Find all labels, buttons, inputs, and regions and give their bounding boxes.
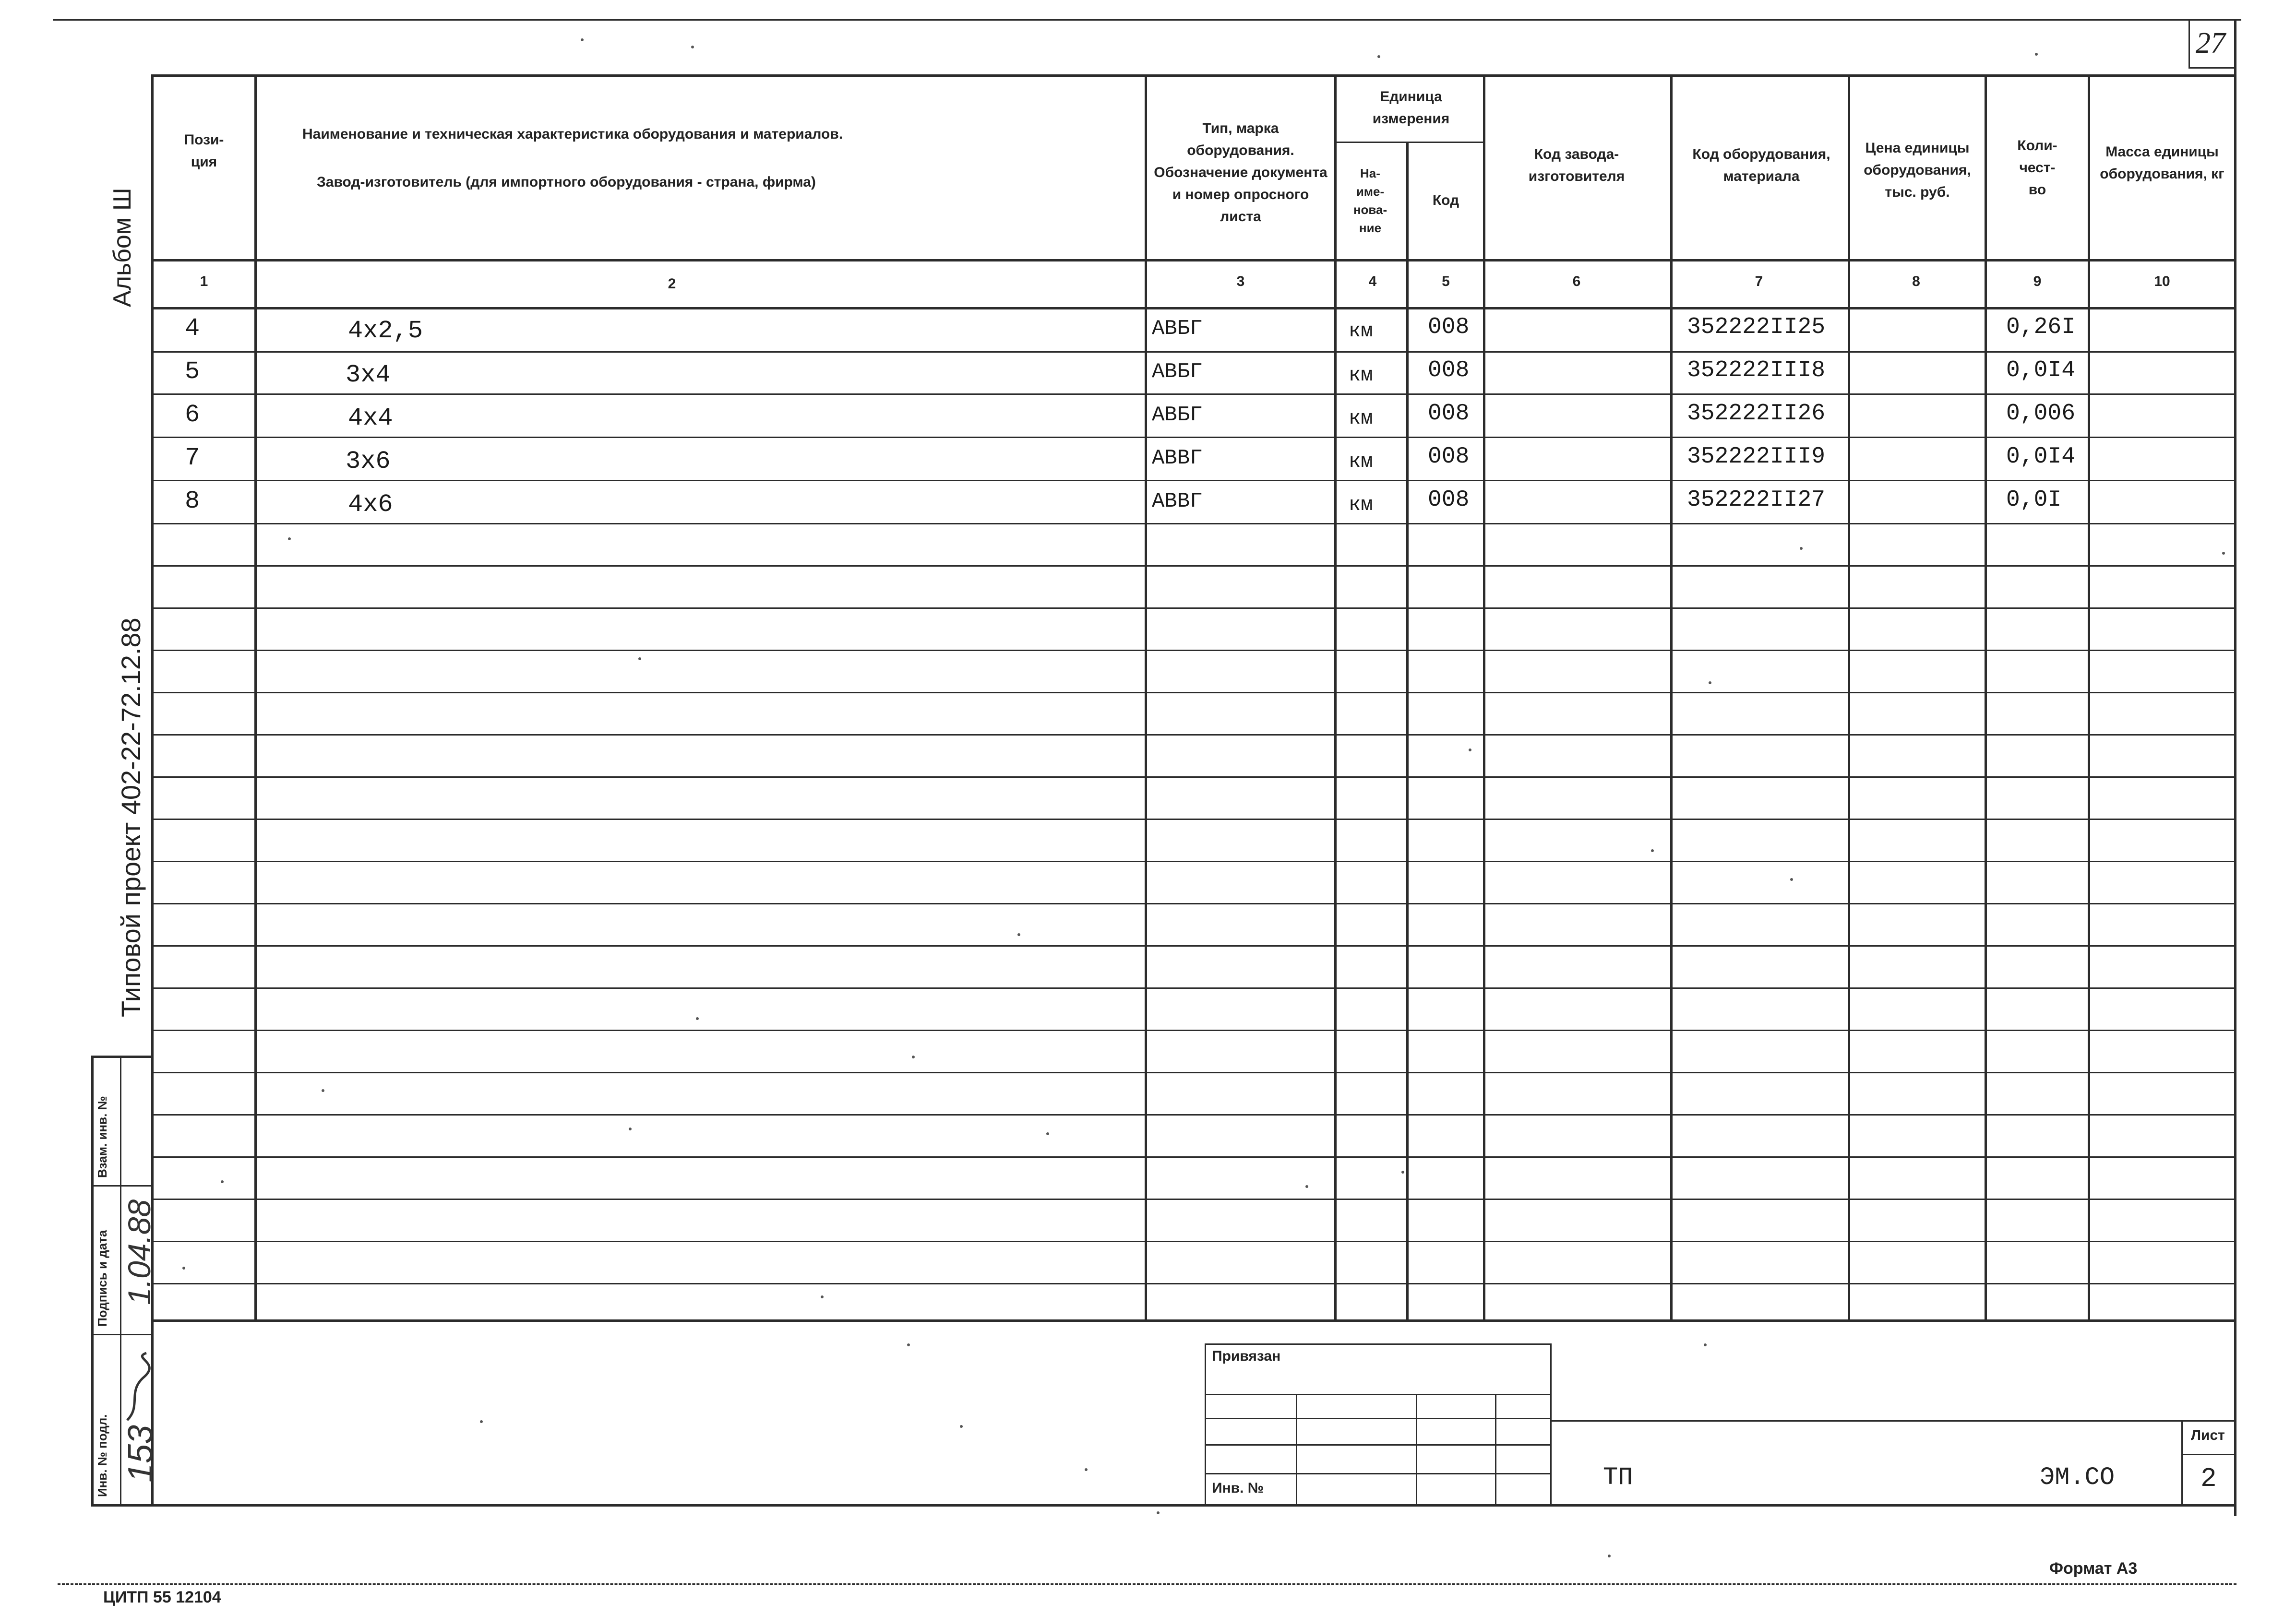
row-qty: 0,0I [2006,487,2062,513]
header-unit-name: На- име- нова- ние [1353,166,1387,235]
inv-no-label: Инв. № [1212,1480,1264,1496]
header-name: Наименование и техническая характеристика оборудования и материалов. [302,126,843,142]
row-equip-code: 352222II27 [1687,487,1826,513]
column-number: 3 [1236,273,1245,289]
row-name: 3x4 [346,361,391,389]
row-name: 3x6 [346,447,391,475]
row-unit: км [1349,450,1373,473]
signature-icon [122,1348,151,1425]
page-number: 27 [2196,27,2225,59]
row-equip-code: 352222III9 [1687,444,1826,470]
row-name: 4x6 [348,490,393,519]
column-number: 5 [1442,273,1450,289]
header-price: Цена единицы оборудования, тыс. руб. [1864,140,1971,200]
row-unit: км [1349,493,1373,516]
header-maker-code: Код завода-изготовителя [1528,146,1625,184]
row-qty: 0,0I4 [2006,444,2076,470]
project-label: Типовой проект 402-22-72.12.88 [116,618,146,1017]
album-label: Альбом Ш [108,188,136,307]
row-equip-code: 352222II26 [1687,401,1826,427]
column-number: 1 [200,273,208,289]
row-unit: км [1349,364,1373,387]
column-number: 8 [1912,273,1920,289]
stamp-value-date: 1.04.88 [121,1199,157,1305]
row-unit: км [1349,407,1373,430]
row-qty: 0,006 [2006,401,2076,427]
row-type: АВБГ [1152,360,1203,384]
header-equip-code: Код оборудования, материала [1692,146,1830,184]
attached-label: Привязан [1212,1348,1281,1364]
stamp-label-replace: Взам. инв. № [95,1096,109,1178]
column-number: 9 [2033,273,2042,289]
row-name: 4x4 [348,404,393,432]
row-position: 4 [185,314,200,343]
row-equip-code: 352222III8 [1687,357,1826,383]
row-unit: км [1349,320,1373,343]
row-type: АВВГ [1152,489,1203,513]
row-type: АВВГ [1152,446,1203,470]
stamp-label-sign: Подпись и дата [95,1230,109,1327]
header-mass: Масса единицы оборудования, кг [2100,144,2224,182]
stamp-value-inv: 153 [121,1425,160,1483]
sheet-label: Лист [2191,1427,2225,1443]
column-number: 7 [1755,273,1763,289]
header-unit: Единица измерения [1372,89,1450,127]
column-number: 2 [668,276,676,292]
row-unit-code: 008 [1428,444,1470,470]
row-unit-code: 008 [1428,401,1470,427]
printer-code: ЦИТП 55 12104 [103,1588,221,1606]
row-type: АВБГ [1152,403,1203,427]
row-unit-code: 008 [1428,314,1470,340]
header-unit-code: Код [1432,192,1459,208]
column-number: 4 [1368,273,1377,289]
stamp-label-inv: Инв. № подл. [95,1414,109,1497]
doc-code: ЭМ.СО [2040,1463,2115,1492]
header-name-sub: Завод-изготовитель (для импортного оборудования - страна, фирма) [317,174,816,190]
header-type: Тип, марка оборудования. Обозначение документа и номер опросного листа [1154,120,1327,225]
row-unit-code: 008 [1428,487,1470,513]
sheet-number: 2 [2200,1463,2217,1494]
row-position: 7 [185,444,200,472]
row-equip-code: 352222II25 [1687,314,1826,340]
row-qty: 0,26I [2006,314,2076,340]
column-number: 6 [1572,273,1581,289]
header-qty: Коли- чест- во [2017,138,2057,198]
row-position: 6 [185,401,200,429]
tp-label: ТП [1603,1463,1633,1492]
column-number: 10 [2154,273,2170,289]
format-label: Формат А3 [2049,1559,2138,1578]
row-unit-code: 008 [1428,357,1470,383]
row-qty: 0,0I4 [2006,357,2076,383]
row-position: 5 [185,357,200,386]
row-position: 8 [185,487,200,515]
row-name: 4x2,5 [348,317,423,345]
row-type: АВБГ [1152,317,1203,341]
header-position: Пози- ция [184,132,224,170]
